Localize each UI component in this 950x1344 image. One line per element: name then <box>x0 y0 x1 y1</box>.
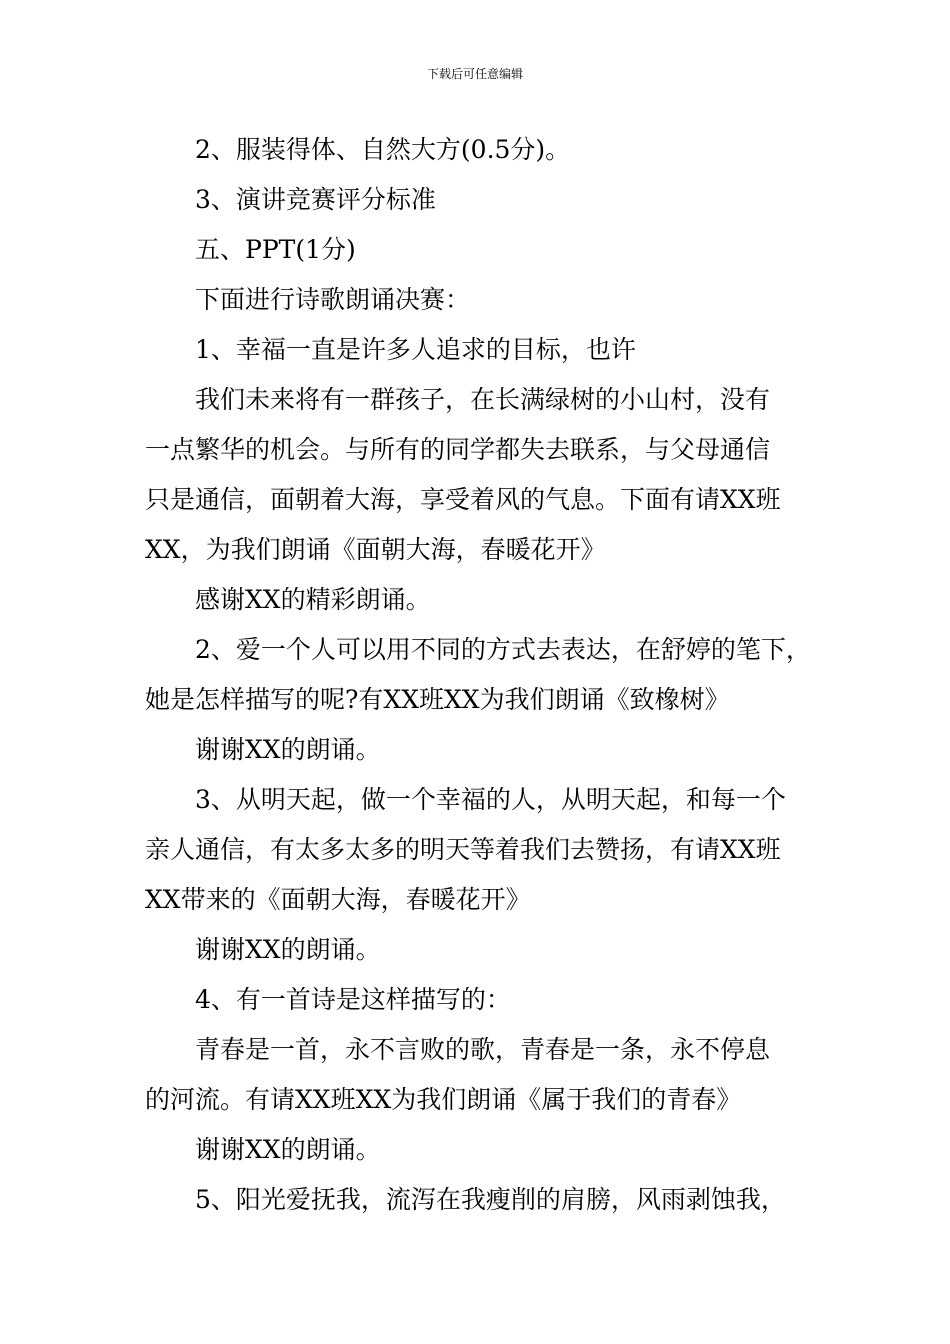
text-line: 下面进行诗歌朗诵决赛： <box>195 285 471 314</box>
text-line: 3、从明天起，做一个幸福的人，从明天起，和每一个 <box>195 785 786 814</box>
text-line: 1、幸福一直是许多人追求的目标，也许 <box>195 335 636 364</box>
text-line: 我们未来将有一群孩子，在长满绿树的小山村，没有 <box>195 385 771 414</box>
text-line: 谢谢XX的朗诵。 <box>195 935 381 964</box>
text-line: XX带来的《面朝大海，春暖花开》 <box>145 885 531 914</box>
page-header-note: 下载后可任意编辑 <box>426 67 523 81</box>
text-line: 只是通信，面朝着大海，享受着风的气息。下面有请XX班 <box>145 485 781 514</box>
text-line: 2、爱一个人可以用不同的方式去表达，在舒婷的笔下， <box>195 635 811 664</box>
text-line: 谢谢XX的朗诵。 <box>195 1135 381 1164</box>
text-line: 的河流。有请XX班XX为我们朗诵《属于我们的青春》 <box>145 1085 742 1114</box>
text-line: 一点繁华的机会。与所有的同学都失去联系，与父母通信 <box>145 435 771 464</box>
text-line: 五、PPT(1分) <box>195 235 356 264</box>
text-line: 青春是一首，永不言败的歌，青春是一条，永不停息 <box>195 1035 771 1064</box>
text-line: 感谢XX的精彩朗诵。 <box>195 585 431 614</box>
text-line: 亲人通信，有太多太多的明天等着我们去赞扬，有请XX班 <box>145 835 781 864</box>
text-line: 5、阳光爱抚我，流泻在我瘦削的肩膀，风雨剥蚀我， <box>195 1185 786 1214</box>
text-line: XX，为我们朗诵《面朝大海，春暖花开》 <box>145 535 606 564</box>
document-body <box>145 125 810 1225</box>
text-line: 她是怎样描写的呢?有XX班XX为我们朗诵《致橡树》 <box>145 685 730 714</box>
text-line: 3、演讲竞赛评分标准 <box>195 185 436 214</box>
text-line: 谢谢XX的朗诵。 <box>195 735 381 764</box>
text-line: 2、服装得体、自然大方(0.5分)。 <box>195 135 571 164</box>
text-line: 4、有一首诗是这样描写的： <box>195 985 511 1014</box>
